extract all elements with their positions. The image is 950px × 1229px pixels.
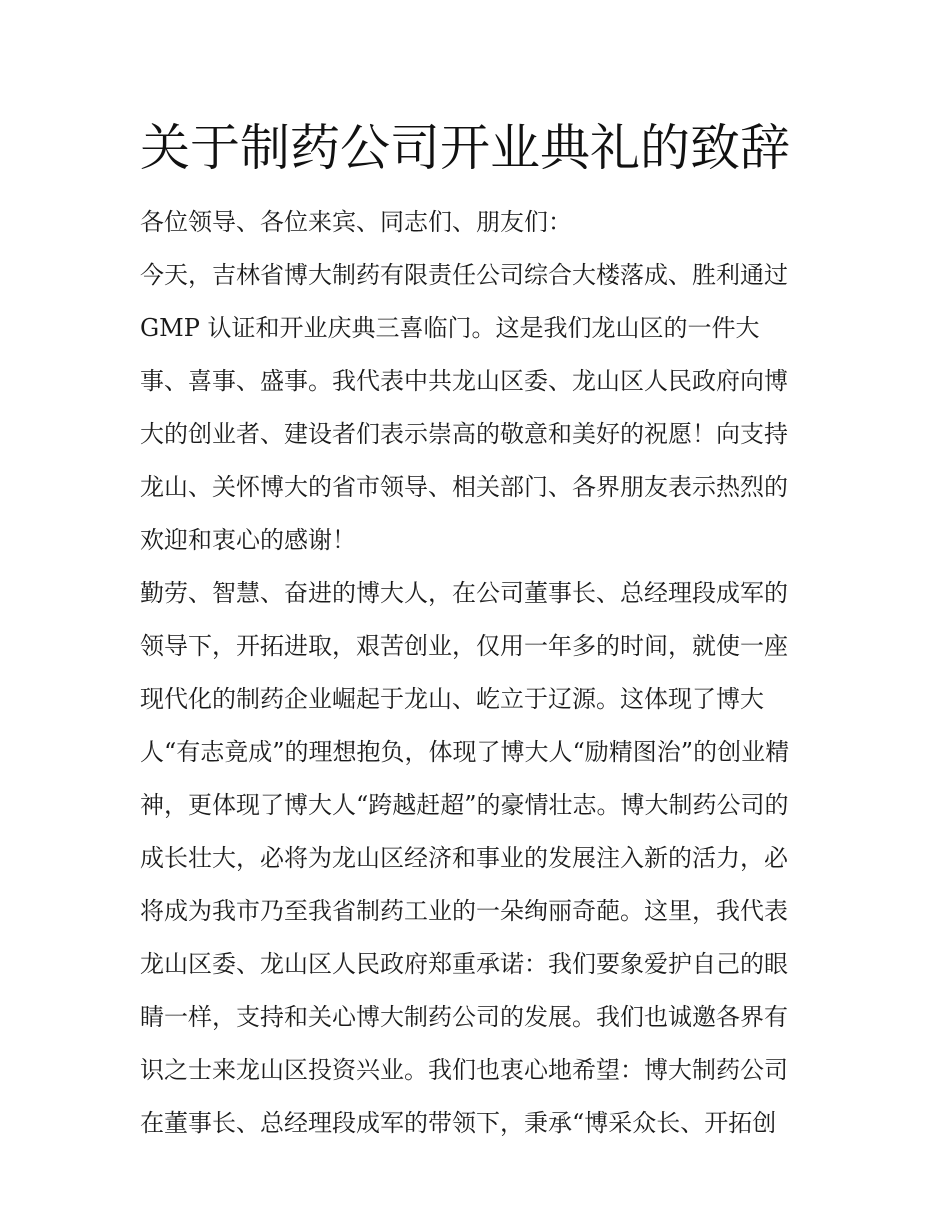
document-title: 关于制药公司开业典礼的致辞 (140, 119, 790, 177)
body-line: 龙山区委、龙山区人民政府郑重承诺：我们要象爱护自己的眼 (140, 950, 788, 978)
body-line: 在董事长、总经理段成军的带领下，秉承“博采众长、开拓创 (140, 1109, 777, 1137)
body-line: 勤劳、智慧、奋进的博大人，在公司董事长、总经理段成军的 (140, 579, 788, 607)
body-line: 神，更体现了博大人“跨越赶超”的豪情壮志。博大制药公司的 (140, 791, 789, 819)
body-line: 现代化的制药企业崛起于龙山、屹立于辽源。这体现了博大 (140, 685, 764, 713)
body-line: 龙山、关怀博大的省市领导、相关部门、各界朋友表示热烈的 (140, 473, 788, 501)
body-line: 将成为我市乃至我省制药工业的一朵绚丽奇葩。这里，我代表 (140, 897, 788, 925)
body-line: 欢迎和衷心的感谢！ (140, 526, 356, 554)
body-line: 事、喜事、盛事。我代表中共龙山区委、龙山区人民政府向博 (140, 367, 788, 395)
body-line: 今天，吉林省博大制药有限责任公司综合大楼落成、胜利通过 (140, 261, 788, 289)
body-line: GMP 认证和开业庆典三喜临门。这是我们龙山区的一件大 (140, 314, 760, 342)
body-line: 识之士来龙山区投资兴业。我们也衷心地希望：博大制药公司 (140, 1056, 788, 1084)
body-line: 领导下，开拓进取，艰苦创业，仅用一年多的时间，就使一座 (140, 632, 788, 660)
body-line: 睛一样，支持和关心博大制药公司的发展。我们也诚邀各界有 (140, 1003, 788, 1031)
salutation-line: 各位领导、各位来宾、同志们、朋友们： (140, 208, 572, 236)
body-line: 大的创业者、建设者们表示崇高的敬意和美好的祝愿！向支持 (140, 420, 788, 448)
body-line: 成长壮大，必将为龙山区经济和事业的发展注入新的活力，必 (140, 844, 788, 872)
body-line: 人“有志竟成”的理想抱负，体现了博大人“励精图治”的创业精 (140, 738, 790, 766)
